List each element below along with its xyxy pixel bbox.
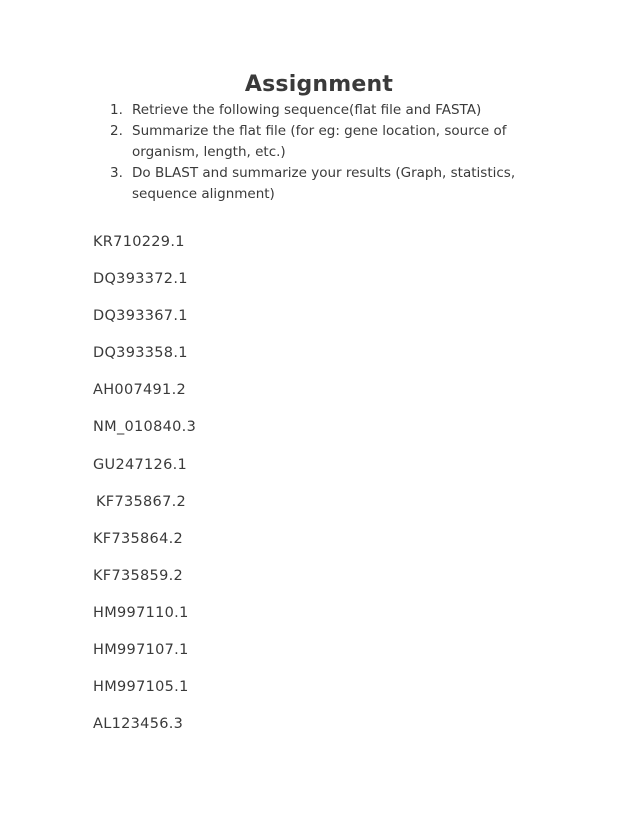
page-title: Assignment	[244, 72, 394, 97]
accession-item: DQ393358.1	[93, 345, 188, 362]
accession-item: AL123456.3	[93, 716, 184, 733]
accession-item: HM997107.1	[93, 642, 189, 659]
accession-item: NM_010840.3	[93, 419, 197, 436]
task-text: Do BLAST and summarize your results (Graph, statistics, sequence alignment)	[132, 165, 516, 202]
accession-item: HM997110.1	[93, 604, 189, 621]
task-item	[110, 121, 520, 163]
task-text: Summarize the flat file (for eg: gene location, source of organism, length, etc.)	[132, 123, 507, 160]
accession-list	[93, 231, 196, 750]
task-number: 1.	[110, 102, 123, 118]
accession-item: HM997105.1	[93, 679, 189, 696]
accession-item: DQ393372.1	[93, 271, 188, 288]
accession-item: AH007491.2	[93, 382, 187, 399]
accession-item: KF735859.2	[93, 567, 184, 584]
task-number: 2.	[110, 123, 123, 139]
accession-item: KF735864.2	[93, 530, 184, 547]
accession-item: GU247126.1	[93, 456, 188, 473]
task-list	[110, 100, 520, 205]
accession-item: DQ393367.1	[93, 308, 188, 325]
accession-item: KF735867.2	[96, 493, 187, 510]
task-text: Retrieve the following sequence(flat file and FASTA)	[132, 102, 482, 118]
task-number: 3.	[110, 165, 123, 181]
task-item	[110, 163, 520, 205]
accession-item: KR710229.1	[93, 234, 185, 250]
task-item	[110, 100, 520, 121]
